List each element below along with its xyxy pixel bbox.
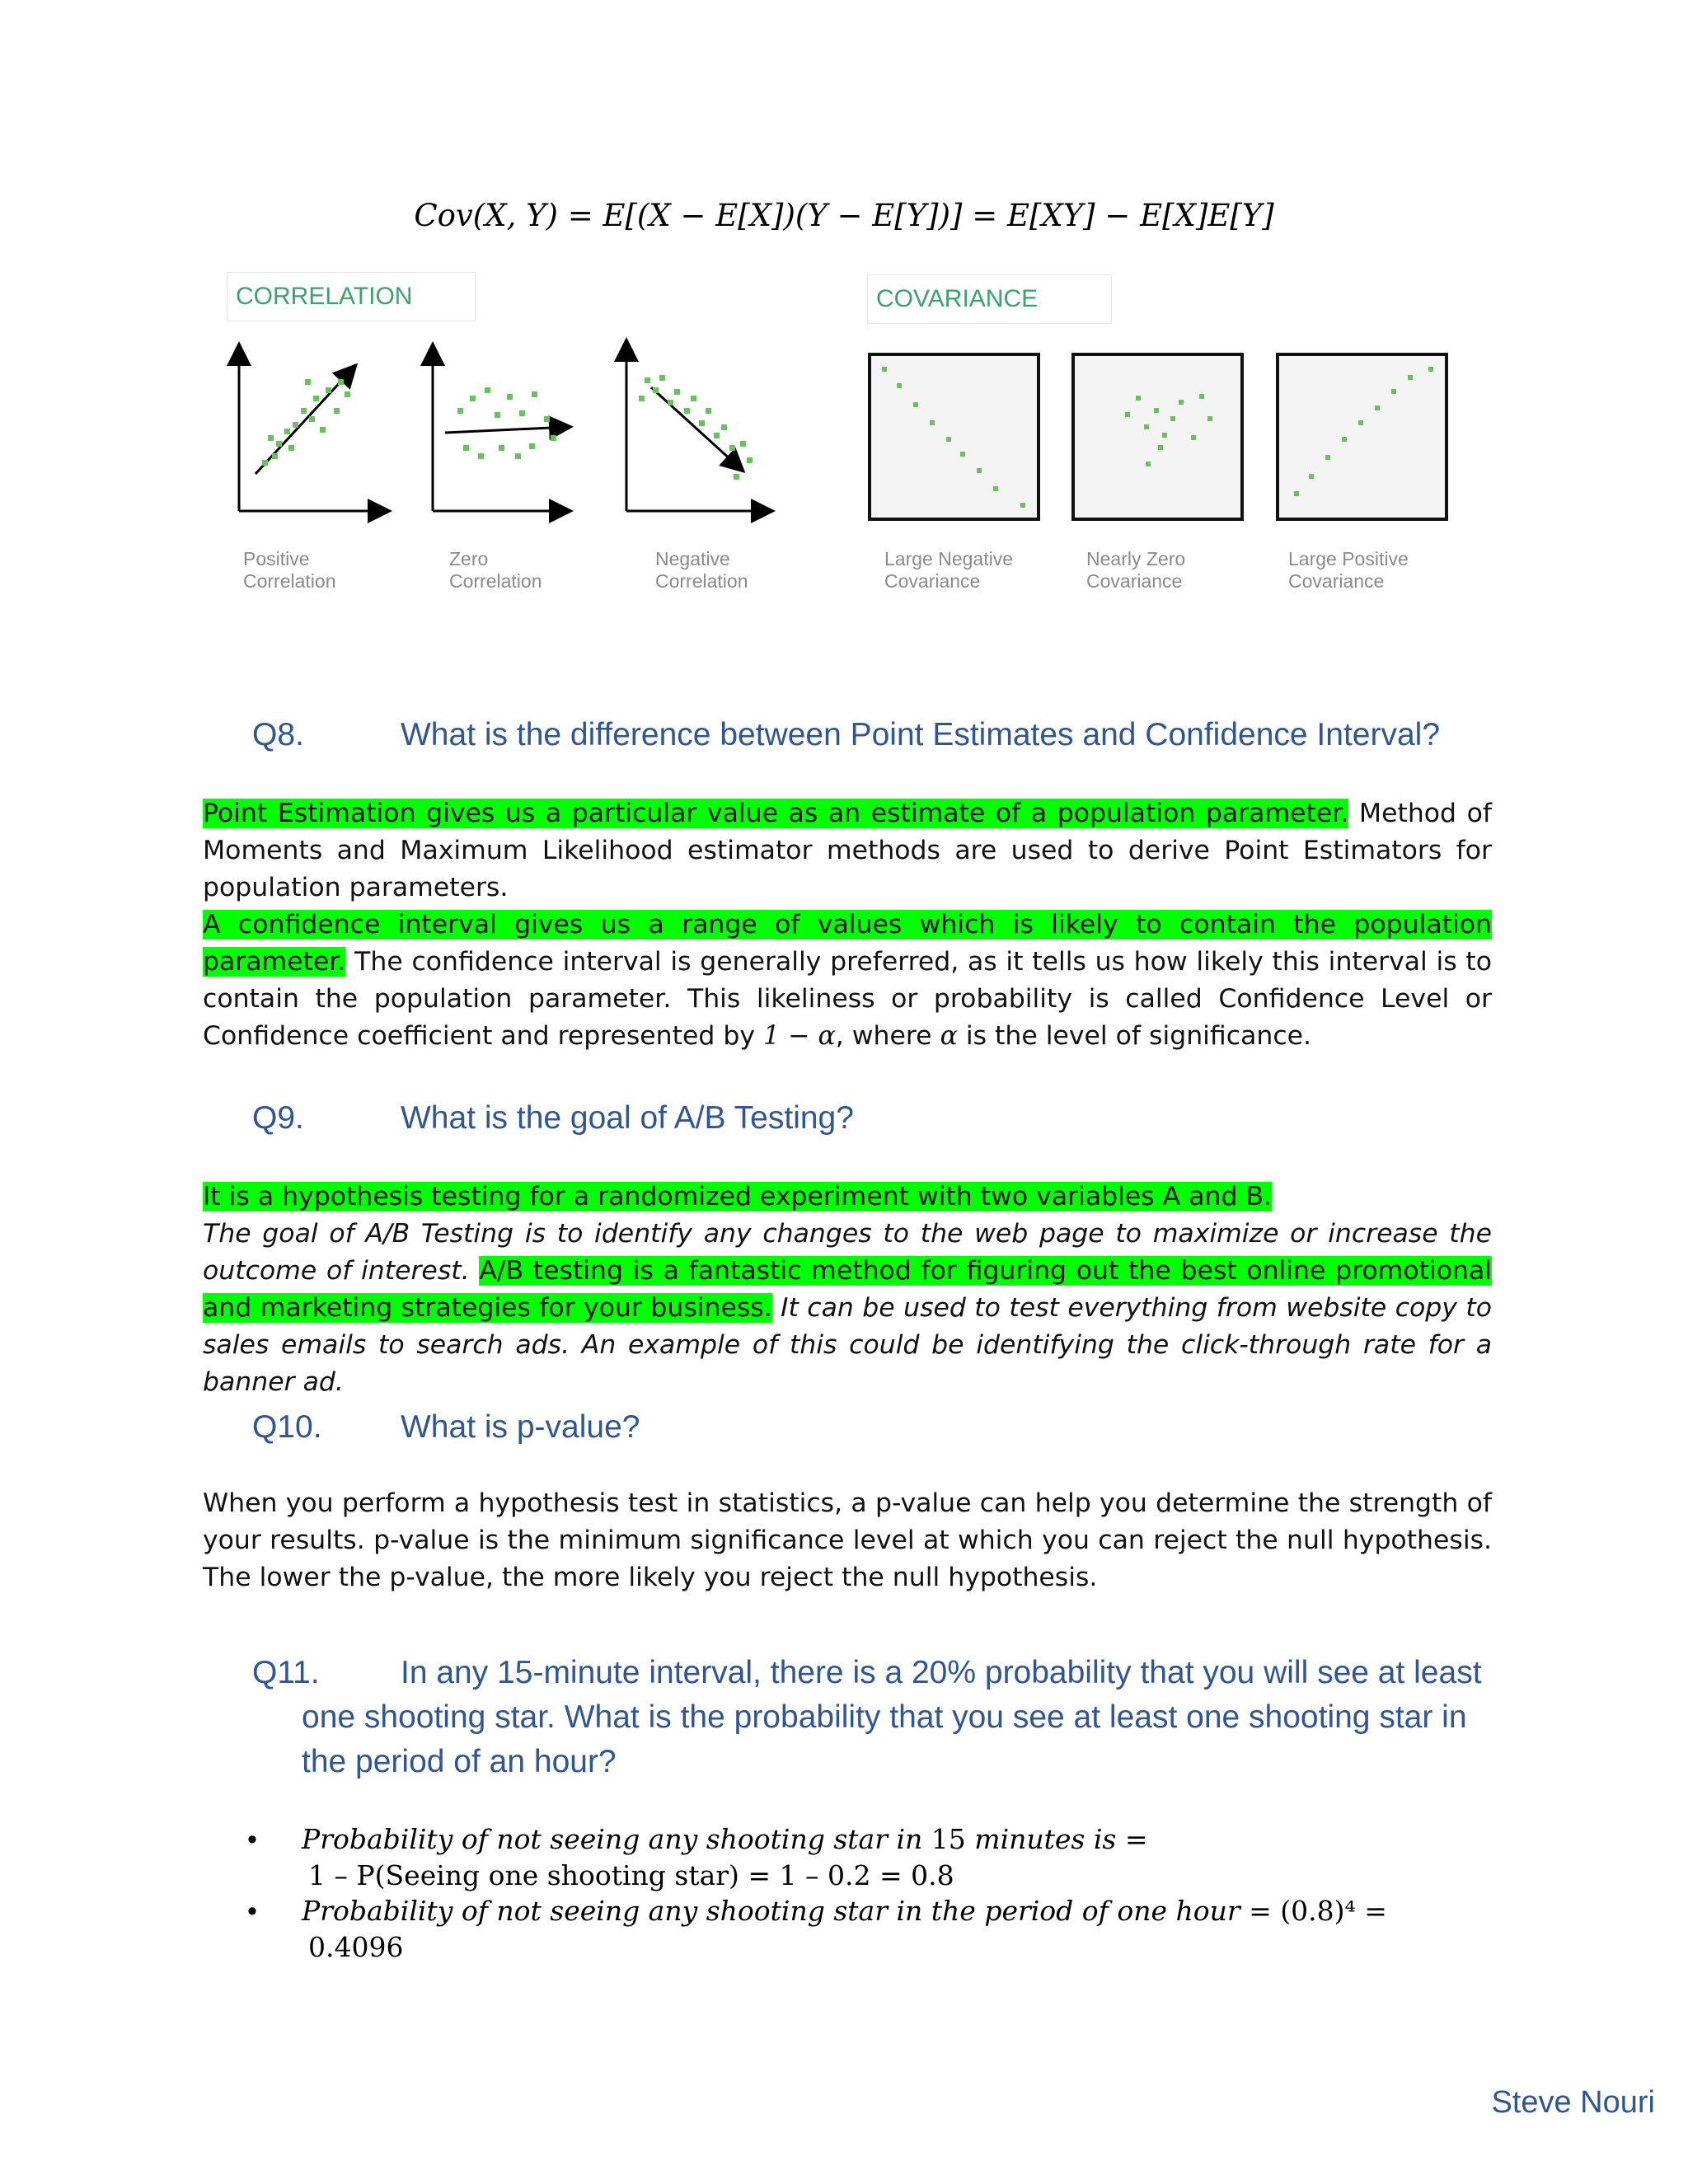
negative-correlation-plot: [626, 342, 771, 511]
nearly-zero-covariance-plot: [1073, 354, 1242, 519]
q8-answer: Point Estimation gives us a particular value as an estimate of a population parameter. Method of Moments and Maximum Likelihood estimator methods are used to derive Point Estimators for population parameters. A confidence interval gives us a range of values which is likely to contain the population parameter. The confidence interval is generally preferred, as it tells us how likely this interval is to contain the population parameter. This likeliness or probability is called Confidence Level or Confidence coefficient and represented by 1 − α, where α is the level of significance.: [203, 799, 1492, 1051]
large-negative-covariance-plot: [870, 354, 1039, 519]
q11-heading: Q11. In any 15-minute interval, there is a 20% probability that you will see at least one shooting star. What is the probability that you see at least one shooting star in the period of an hour?: [252, 1651, 1505, 1784]
caption-zero-correlation: Zero Correlation: [449, 548, 542, 592]
zero-correlation-plot: [433, 346, 569, 511]
q11-bullet-2: Probability of not seeing any shooting star in the period of one hour = (0.8)⁴ = 0.4096: [302, 1895, 1387, 1963]
q8-title: What is the difference between Point Estimates and Confidence Interval?: [401, 717, 1441, 752]
q8-highlight-2: A confidence interval gives us a range of values which is likely to contain the population parameter.: [203, 910, 1492, 977]
q11-bullet-1: Probability of not seeing any shooting star in 15 minutes is = 1 – P(Seeing one shooting star) = 1 – 0.2 = 0.8: [302, 1823, 1148, 1891]
correlation-covariance-figure: [223, 330, 1459, 536]
covariance-formula: Cov(X, Y) = E[(X − E[X])(Y − E[Y])] = E[XY] − E[X]E[Y]: [414, 198, 1274, 233]
bullet-dot-1: •: [247, 1824, 257, 1855]
q9-highlight-2: A/B testing is a fantastic method for figuring out the best online promotional and marketing strategies for your business.: [203, 1256, 1492, 1323]
caption-positive-correlation: Positive Correlation: [243, 548, 336, 592]
q10-heading: [252, 1405, 640, 1450]
q9-title: What is the goal of A/B Testing?: [401, 1100, 854, 1136]
correlation-title: CORRELATION: [227, 272, 476, 321]
q9-highlight-1: It is a hypothesis testing for a randomized experiment with two variables A and B.: [203, 1182, 1273, 1212]
q10-number: Q10.: [252, 1409, 322, 1445]
caption-nearly-zero-covariance: Nearly Zero Covariance: [1086, 548, 1186, 592]
q10-answer: When you perform a hypothesis test in statistics, a p-value can help you determine the strength of your results. p-value is the minimum significance level at which you can reject the null hypothesis. The lower the p-value, the more likely you reject the null hypothesis.: [203, 1488, 1492, 1592]
covariance-title: COVARIANCE: [867, 274, 1112, 324]
q9-number: Q9.: [252, 1100, 304, 1136]
q8-highlight-1: Point Estimation gives us a particular value as an estimate of a population parameter.: [203, 799, 1349, 828]
bullet-dot-2: •: [247, 1896, 257, 1927]
caption-negative-correlation: Negative Correlation: [655, 548, 748, 592]
q10-title: What is p-value?: [401, 1409, 640, 1445]
q9-heading: [252, 1096, 854, 1141]
positive-correlation-plot: [239, 346, 387, 511]
large-positive-covariance-plot: [1278, 354, 1447, 519]
author-footer: Steve Nouri: [1491, 2085, 1655, 2120]
caption-large-positive-covariance: Large Positive Covariance: [1288, 548, 1409, 592]
q8-number: Q8.: [252, 717, 304, 752]
q11-number: Q11.: [252, 1655, 320, 1690]
caption-large-negative-covariance: Large Negative Covariance: [884, 548, 1013, 592]
q8-heading: [252, 713, 1440, 757]
q9-answer: It is a hypothesis testing for a randomized experiment with two variables A and B. The goal of A/B Testing is to identify any changes to the web page to maximize or increase the outcome of interest. A/B testing is a fantastic method for figuring out the best online promotional and marketing strategies for your business. It can be used to test everything from website copy to sales emails to search ads. An example of this could be identifying the click-through rate for a banner ad.: [203, 1182, 1492, 1397]
